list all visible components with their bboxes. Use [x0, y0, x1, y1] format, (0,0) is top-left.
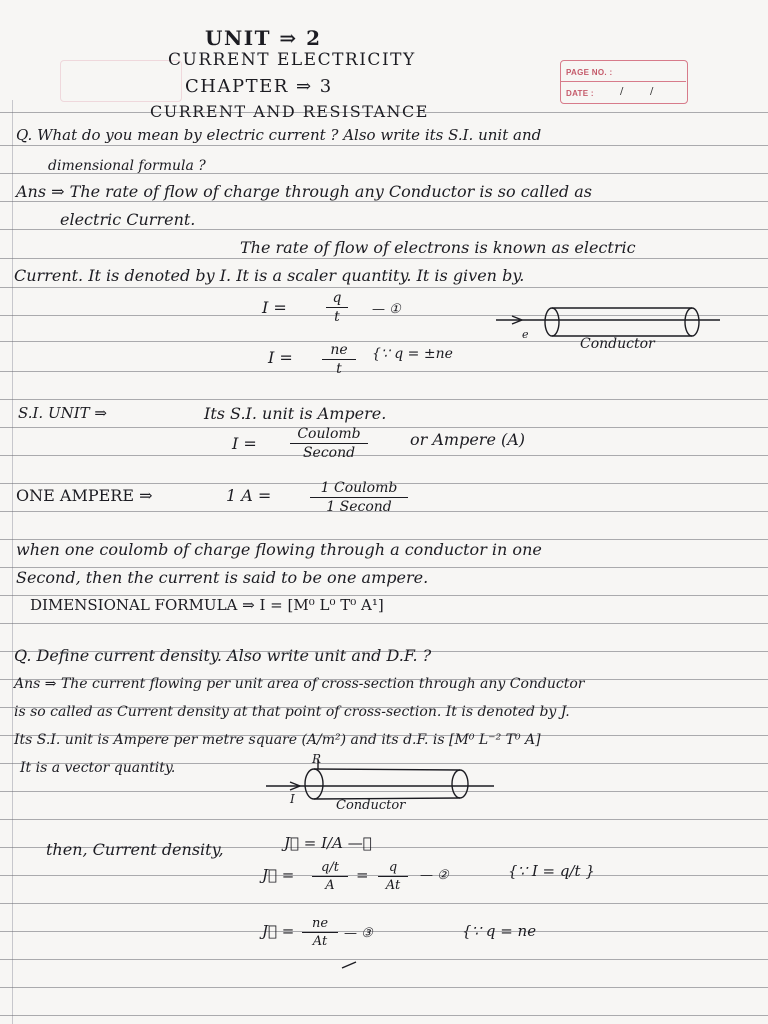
- si-denominator: Second: [302, 445, 356, 461]
- eq2-note: {∵ q = ±ne: [372, 346, 453, 362]
- cross-section-ellipse: [305, 769, 323, 799]
- cd-eq3-denominator: At: [312, 934, 328, 949]
- conductor-label-2: Conductor: [336, 798, 406, 813]
- current-label: I: [290, 792, 295, 806]
- si-unit-text: Its S.I. unit is Ampere.: [204, 404, 387, 423]
- q2-answer-line1: Ans ⇒ The current flowing per unit area of cross-section through any Conductor: [14, 676, 585, 692]
- definition-line2: Second, then the current is said to be one ampere.: [16, 568, 429, 587]
- cd-eq2-lhs: J⃗ =: [262, 866, 295, 884]
- unit-title: UNIT ⇒ 2: [205, 26, 322, 50]
- cd-eq1: J⃗ = I/A —①: [284, 834, 372, 852]
- definition-line1: when one coulomb of charge flowing through a conductor in one: [16, 540, 542, 559]
- chapter-title: CHAPTER ⇒ 3: [185, 76, 333, 97]
- conductor-diagram-2: [266, 760, 494, 799]
- cd-eq2-note: {∵ I = q/t }: [508, 862, 595, 880]
- then-current-density: then, Current density,: [46, 840, 224, 859]
- subject-title: CURRENT ELECTRICITY: [168, 50, 416, 70]
- cd-eq3-numerator: ne: [311, 916, 329, 931]
- q1-answer-line1: Ans ⇒ The rate of flow of charge through any Conductor is so called as: [16, 182, 592, 201]
- eq2-denominator: t: [336, 361, 342, 377]
- cd-eq2-equals: =: [356, 866, 369, 884]
- topic-title: CURRENT AND RESISTANCE: [150, 102, 429, 121]
- conductor-end-right: [685, 308, 699, 336]
- si-eq-lhs: I =: [232, 434, 257, 453]
- q1-answer-line2: electric Current.: [60, 210, 196, 229]
- cd-eq2-numerator2: q: [388, 860, 398, 875]
- si-unit-heading: S.I. UNIT ⇒: [18, 404, 108, 422]
- cd-eq2-numerator: q/t: [321, 860, 339, 875]
- cd-eq3-marker: — ③: [344, 926, 373, 941]
- one-ampere-numerator: 1 Coulomb: [320, 480, 398, 496]
- conductor-label: Conductor: [580, 336, 655, 352]
- date-slash: /: [650, 86, 654, 97]
- date-slash: /: [620, 86, 624, 97]
- conductor-end-right-2: [452, 770, 468, 798]
- conductor-diagram: [496, 308, 720, 336]
- page-no-label: PAGE NO. :: [566, 68, 613, 77]
- eq2-numerator: ne: [330, 342, 348, 358]
- electron-label: e: [522, 328, 529, 341]
- cd-eq3-note: {∵ q = ne: [462, 922, 537, 940]
- q1-answer-line4: Current. It is denoted by I. It is a scaler quantity. It is given by.: [14, 266, 525, 285]
- q2-answer-line2: is so called as Current density at that point of cross-section. It is denoted by J.: [14, 704, 570, 720]
- si-numerator: Coulomb: [297, 426, 361, 442]
- q1-question-line1: Q. What do you mean by electric current ? Also write its S.I. unit and: [16, 126, 542, 144]
- cd-eq2-denominator: A: [325, 878, 335, 893]
- pen-stroke: [342, 962, 356, 968]
- q2-answer-line3: Its S.I. unit is Ampere per metre square (A/m²) and its d.F. is [M⁰ L⁻² T⁰ A]: [14, 732, 541, 748]
- eq2-lhs: I =: [268, 348, 293, 367]
- q2-question: Q. Define current density. Also write unit and D.F. ?: [14, 646, 432, 665]
- q1-answer-line3: The rate of flow of electrons is known as electric: [240, 238, 636, 257]
- eq1-numerator: q: [332, 290, 342, 306]
- conductor-bottom-edge-2: [314, 798, 460, 799]
- conductor-top-edge-2: [314, 769, 460, 770]
- eq1-denominator: t: [334, 309, 340, 325]
- area-label: R: [312, 752, 322, 766]
- conductor-end-left: [545, 308, 559, 336]
- cd-eq2-marker: — ②: [420, 868, 449, 883]
- q1-question-line2: dimensional formula ?: [48, 158, 206, 174]
- q2-answer-line4: It is a vector quantity.: [20, 760, 176, 776]
- one-ampere-lhs: 1 A =: [226, 486, 272, 505]
- cd-eq3-lhs: J⃗ =: [262, 922, 295, 940]
- one-ampere-denominator: 1 Second: [326, 499, 392, 515]
- dimensional-formula: DIMENSIONAL FORMULA ⇒ I = [M⁰ L⁰ T⁰ A¹]: [30, 596, 384, 614]
- si-or-ampere: or Ampere (A): [410, 430, 526, 449]
- eq1-marker: — ①: [372, 302, 401, 317]
- date-label: DATE :: [566, 89, 594, 98]
- cd-eq2-denominator2: At: [385, 878, 401, 893]
- eq1-lhs: I =: [262, 298, 287, 317]
- one-ampere-heading: ONE AMPERE ⇒: [16, 486, 153, 505]
